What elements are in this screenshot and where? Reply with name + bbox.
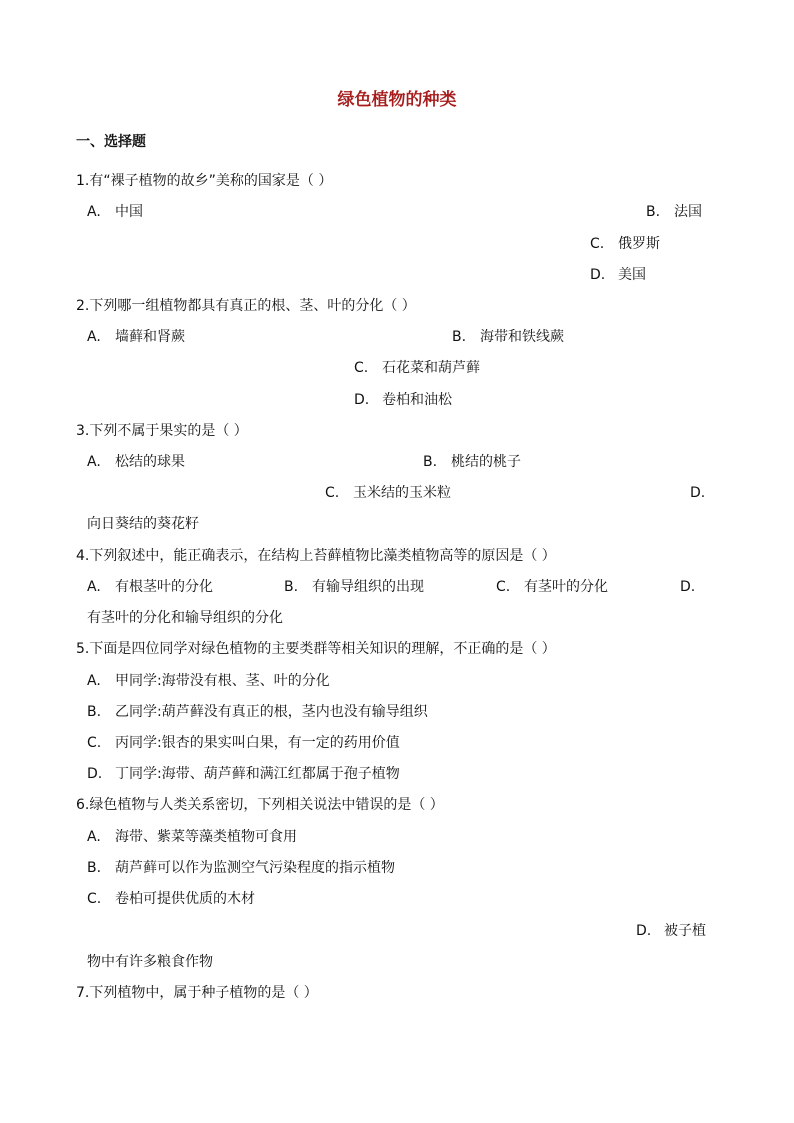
option-text: 桃结的桃子 — [451, 454, 521, 470]
page-title: 绿色植物的种类 — [337, 90, 457, 110]
question-2-stem: 2.下列哪一组植物都具有真正的根、茎、叶的分化（ ） — [76, 298, 416, 314]
option-letter: C. — [590, 236, 605, 252]
option-text: 法国 — [674, 204, 702, 220]
q2-option-b — [452, 328, 564, 346]
q3-option-d-text: 向日葵结的葵花籽 — [87, 516, 199, 532]
option-text: 俄罗斯 — [618, 236, 660, 252]
q1-option-d — [590, 266, 646, 284]
question-6-stem: 6.绿色植物与人类关系密切，下列相关说法中错误的是（ ） — [76, 797, 444, 813]
q1-option-b — [646, 203, 702, 221]
option-letter: A. — [87, 579, 101, 595]
section-heading: 一、选择题 — [76, 134, 146, 150]
question-7-stem: 7.下列植物中，属于种子植物的是（ ） — [76, 985, 318, 1001]
question-3-stem: 3.下列不属于果实的是（ ） — [76, 423, 248, 439]
q3-option-d — [690, 484, 718, 502]
option-letter: B. — [452, 329, 467, 345]
q3-option-a — [87, 453, 185, 471]
q2-option-d — [354, 391, 452, 409]
option-text: 甲同学:海带没有根、茎、叶的分化 — [115, 673, 330, 689]
option-letter: A. — [87, 829, 101, 845]
option-text: 乙同学:葫芦藓没有真正的根，茎内也没有输导组织 — [115, 704, 428, 720]
q4-option-d-text: 有茎叶的分化和输导组织的分化 — [87, 610, 283, 626]
option-letter: A. — [87, 329, 101, 345]
option-letter: D. — [690, 485, 706, 501]
option-text: 丙同学:银杏的果实叫白果，有一定的药用价值 — [115, 735, 400, 751]
option-text: 松结的球果 — [115, 454, 185, 470]
option-letter: C. — [354, 360, 369, 376]
q1-option-a — [87, 203, 143, 221]
option-text: 海带和铁线蕨 — [480, 329, 564, 345]
q6-option-d-continuation: 物中有许多粮食作物 — [87, 954, 213, 970]
question-5-stem: 5.下面是四位同学对绿色植物的主要类群等相关知识的理解，不正确的是（ ） — [76, 641, 556, 657]
option-text: 海带、紫菜等藻类植物可食用 — [115, 829, 297, 845]
option-letter: B. — [87, 704, 102, 720]
option-letter: D. — [590, 267, 606, 283]
option-letter: C. — [325, 485, 340, 501]
question-1-stem: 1.有“裸子植物的故乡”美称的国家是（ ） — [76, 173, 333, 189]
option-letter: D. — [636, 923, 652, 939]
option-letter: C. — [496, 579, 511, 595]
option-letter: A. — [87, 204, 101, 220]
option-letter: B. — [646, 204, 661, 220]
q3-option-c — [325, 484, 451, 502]
option-text: 有茎叶的分化 — [524, 579, 608, 595]
question-4-stem: 4.下列叙述中，能正确表示，在结构上苔藓植物比藻类植物高等的原因是（ ） — [76, 548, 556, 564]
q5-option-d — [87, 765, 400, 783]
q2-option-c — [354, 359, 480, 377]
q1-option-c — [590, 235, 660, 253]
option-letter: A. — [87, 454, 101, 470]
q6-option-c — [87, 890, 255, 908]
option-letter: B. — [284, 579, 299, 595]
option-text: 有输导组织的出现 — [312, 579, 424, 595]
q4-option-b — [284, 578, 424, 596]
option-letter: C. — [87, 891, 102, 907]
q2-option-a — [87, 328, 185, 346]
q4-option-c — [496, 578, 608, 596]
q4-option-d — [680, 578, 708, 596]
q3-option-b — [423, 453, 521, 471]
option-text: 被子植 — [664, 923, 706, 939]
q5-option-a — [87, 672, 330, 690]
option-text: 中国 — [115, 204, 143, 220]
option-letter: D. — [680, 579, 696, 595]
option-letter: B. — [87, 860, 102, 876]
q4-option-a — [87, 578, 213, 596]
option-letter: D. — [354, 392, 370, 408]
q6-option-d — [636, 922, 706, 940]
option-letter: B. — [423, 454, 438, 470]
option-letter: D. — [87, 766, 103, 782]
option-text: 丁同学:海带、葫芦藓和满江红都属于孢子植物 — [115, 766, 400, 782]
option-text: 卷柏和油松 — [382, 392, 452, 408]
option-letter: A. — [87, 673, 101, 689]
q6-option-a — [87, 828, 297, 846]
option-text: 卷柏可提供优质的木材 — [115, 891, 255, 907]
option-letter: C. — [87, 735, 102, 751]
q5-option-b — [87, 703, 428, 721]
option-text: 有根茎叶的分化 — [115, 579, 213, 595]
option-text: 葫芦藓可以作为监测空气污染程度的指示植物 — [115, 860, 395, 876]
option-text: 墙藓和肾蕨 — [115, 329, 185, 345]
q6-option-b — [87, 859, 395, 877]
option-text: 石花菜和葫芦藓 — [382, 360, 480, 376]
q5-option-c — [87, 734, 400, 752]
option-text: 美国 — [618, 267, 646, 283]
option-text: 玉米结的玉米粒 — [353, 485, 451, 501]
